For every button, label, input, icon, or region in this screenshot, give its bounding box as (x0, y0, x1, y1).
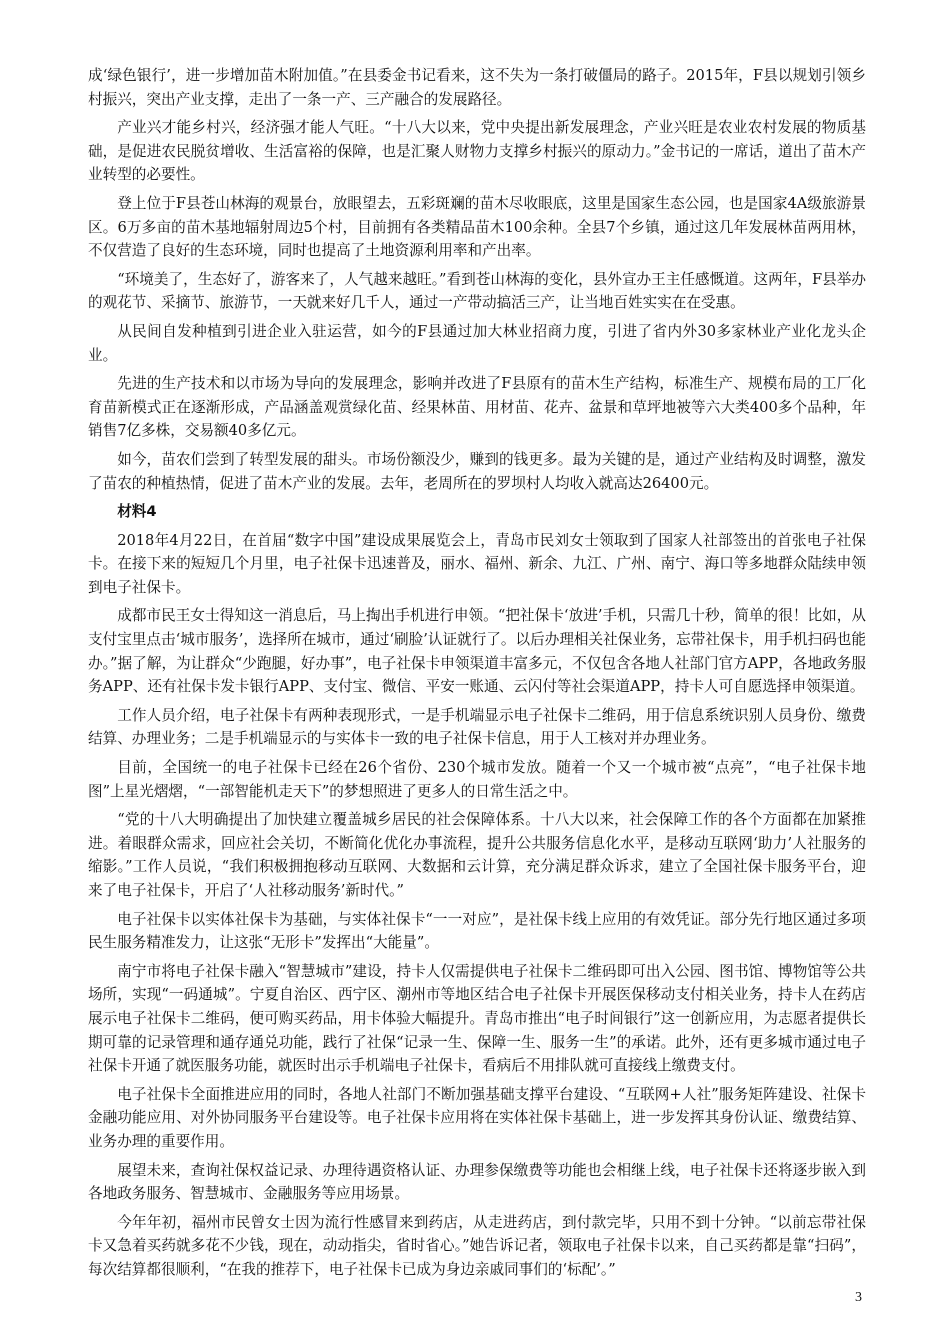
paragraph: 如今，苗农们尝到了转型发展的甜头。市场份额没少，赚到的钱更多。最为关键的是，通过产业结构及时调整，激发了苗农的种植热情，促进了苗木产业的发展。去年，老周所在的罗坝村人均收入就高达26400元。 (88, 450, 866, 492)
paragraph: 成都市民王女士得知这一消息后，马上掏出手机进行申领。“把社保卡‘放进’手机，只需几十秒，简单的很！比如，从支付宝里点击‘城市服务’，选择所在城市，通过‘刷脸’认证就行了。以后办理相关社保业务，忘带社保卡，用手机扫码也能办。”据了解，为让群众“少跑腿，好办事”，电子社保卡申领渠道丰富多元，不仅包含各地人社部门官方APP，各地政务服务APP、还有社保卡发卡银行APP、支付宝、微信、平安一账通、云闪付等社会渠道APP，持卡人可自愿选择申领渠道。 (88, 607, 866, 696)
paragraph: 产业兴才能乡村兴，经济强才能人气旺。“十八大以来，党中央提出新发展理念，产业兴旺是农业农村发展的物质基础，是促进农民脱贫增收、生活富裕的保障，也是汇聚人财物力支撑乡村振兴的原动力。”金书记的一席话，道出了苗木产业转型的必要性。 (88, 119, 866, 184)
paragraph: 从民间自发种植到引进企业入驻运营，如今的F县通过加大林业招商力度，引进了省内外30多家林业产业化龙头企业。 (88, 322, 866, 364)
paragraph: “党的十八大明确提出了加快建立覆盖城乡居民的社会保障体系。十八大以来，社会保障工作的各个方面都在加紧推进。着眼群众需求，回应社会关切，不断简化优化办事流程，提升公共服务信息化水平，是移动互联网‘助力’人社服务的缩影。”工作人员说，“我们积极拥抱移动互联网、大数据和云计算，充分满足群众诉求，建立了全国社保卡服务平台，迎来了电子社保卡，开启了‘人社移动服务’新时代。” (88, 811, 866, 899)
paragraph: 南宁市将电子社保卡融入“智慧城市”建设，持卡人仅需提供电子社保卡二维码即可出入公园、图书馆、博物馆等公共场所，实现“一码通城”。宁夏自治区、西宁区、潮州市等地区结合电子社保卡开展医保移动支付相关业务，持卡人在药店展示电子社保卡二维码，便可购买药品，用卡体验大幅提升。青岛市推出“电子时间银行”这一创新应用，为志愿者提供长期可靠的记录管理和通存通兑功能，践行了社保“记录一生、保障一生、服务一生”的承诺。此外，还有更多城市通过电子社保卡开通了就医服务功能，就医时出示手机端电子社保卡，看病后不用排队就可直接线上缴费支付。 (88, 962, 866, 1075)
paragraph: “环境美了，生态好了，游客来了，人气越来越旺。”看到苍山林海的变化，县外宣办王主任感慨道。这两年，F县举办的观花节、采摘节、旅游节，一天就来好几千人，通过一产带动搞活三产，让当地百姓实实在在受惠。 (88, 270, 866, 312)
page-number: 3 (855, 1290, 862, 1305)
paragraph: 工作人员介绍，电子社保卡有两种表现形式，一是手机端显示电子社保卡二维码，用于信息系统识别人员身份、缴费结算、办理业务；二是手机端显示的与实体卡一致的电子社保卡信息，用于人工核对并办理业务。 (88, 706, 866, 748)
paragraph: 先进的生产技术和以市场为导向的发展理念，影响并改进了F县原有的苗木生产结构，标准生产、规模布局的工厂化育苗新模式正在逐渐形成，产品涵盖观赏绿化苗、经果林苗、用材苗、花卉、盆景和草坪地被等六大类400多个品种，年销售7亿多株，交易额40多亿元。 (88, 375, 866, 440)
paragraph: 电子社保卡以实体社保卡为基础，与实体社保卡“一一对应”，是社保卡线上应用的有效凭证。部分先行地区通过多项民生服务精准发力，让这张“无形卡”发挥出“大能量”。 (88, 910, 866, 952)
paragraph: 今年年初，福州市民曾女士因为流行性感冒来到药店，从走进药店，到付款完毕，只用不到十分钟。“以前忘带社保卡又急着买药就多花不少钱，现在，动动指尖，省时省心。”她告诉记者，领取电子社保卡以来，自己买药都是靠“扫码”，每次结算都很顺利，“在我的推荐下，电子社保卡已成为身边亲戚同事们的‘标配’。” (88, 1213, 866, 1278)
paragraph: 成‘绿色银行’，进一步增加苗木附加值。”在县委金书记看来，这不失为一条打破僵局的路子。2015年，F县以规划引领乡村振兴，突出产业支撑，走出了一条一产、三产融合的发展路径。 (88, 67, 866, 108)
paragraph: 展望未来，查询社保权益记录、办理待遇资格认证、办理参保缴费等功能也会相继上线，电子社保卡还将逐步嵌入到各地政务服务、智慧城市、金融服务等应用场景。 (88, 1161, 866, 1203)
paragraph: 2018年4月22日，在首届“数字中国”建设成果展览会上，青岛市民刘女士领取到了国家人社部签出的首张电子社保卡。在接下来的短短几个月里，电子社保卡迅速普及，丽水、福州、新余、九江、广州、南宁、海口等多地群众陆续申领到电子社保卡。 (88, 531, 866, 596)
paragraph: 目前，全国统一的电子社保卡已经在26个省份、230个城市发放。随着一个又一个城市被“点亮”，“电子社保卡地图”上星光熠熠，“一部智能机走天下”的梦想照进了更多人的日常生活之中。 (88, 759, 866, 800)
paragraph: 登上位于F县苍山林海的观景台，放眼望去，五彩斑斓的苗木尽收眼底，这里是国家生态公园，也是国家4A级旅游景区。6万多亩的苗木基地辐射周边5个村，目前拥有各类精品苗木100余种。全县7个乡镇，通过这几年发展林苗两用林，不仅营造了良好的生态环境，同时也提高了土地资源利用率和产出率。 (88, 194, 866, 260)
paragraph: 电子社保卡全面推进应用的同时，各地人社部门不断加强基础支撑平台建设、“互联网+人社”服务矩阵建设、社保卡金融功能应用、对外协同服务平台建设等。电子社保卡应用将在实体社保卡基础上，进一步发挥其身份认证、缴费结算、业务办理的重要作用。 (88, 1085, 866, 1150)
section-heading: 材料4 (117, 503, 157, 521)
document-page (88, 64, 866, 1287)
